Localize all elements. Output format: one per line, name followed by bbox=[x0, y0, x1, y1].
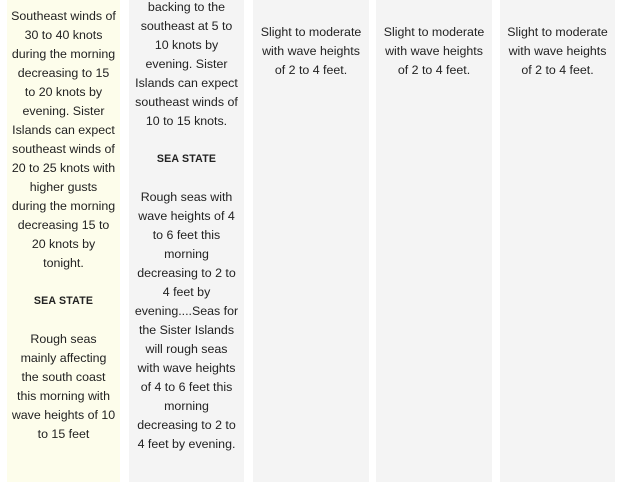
forecast-column-4 bbox=[376, 0, 492, 482]
sea-state-heading: SEA STATE bbox=[156, 153, 217, 165]
wind-forecast-text: backing to the southeast at 5 to 10 knots by evening. Sister Islands can expect southeast winds of 10 to 15 knots. bbox=[135, 0, 238, 128]
sea-state-heading: SEA STATE bbox=[33, 295, 94, 307]
sea-state-text: Rough seas with wave heights of 4 to 6 feet this morning decreasing to 2 to 4 feet by evening....Seas for the Sister Islands will rough seas with wave heights of 4 to 6 feet this morning decreasing to 2 to 4 feet by evening. bbox=[134, 190, 239, 451]
wind-forecast-text: Southeast winds of 30 to 40 knots during the morning decreasing to 15 to 20 knots by evening. Sister Islands can expect southeast winds of 20 to 25 knots with higher gusts during the morning decreasing 15 to 20 knots by tonight. bbox=[11, 9, 116, 270]
forecast-column-3 bbox=[253, 0, 369, 482]
sea-state-text: Slight to moderate with wave heights of 2 to 4 feet. bbox=[507, 25, 608, 77]
forecast-column-5 bbox=[500, 0, 615, 482]
forecast-column-1 bbox=[7, 0, 120, 482]
sea-state-text: Rough seas mainly affecting the south coast this morning with wave heights of 10 to 15 feet bbox=[11, 332, 116, 441]
sea-state-text: Slight to moderate with wave heights of 2 to 4 feet. bbox=[260, 25, 362, 77]
forecast-column-2 bbox=[129, 0, 244, 482]
sea-state-text: Slight to moderate with wave heights of 2 to 4 feet. bbox=[383, 25, 485, 77]
